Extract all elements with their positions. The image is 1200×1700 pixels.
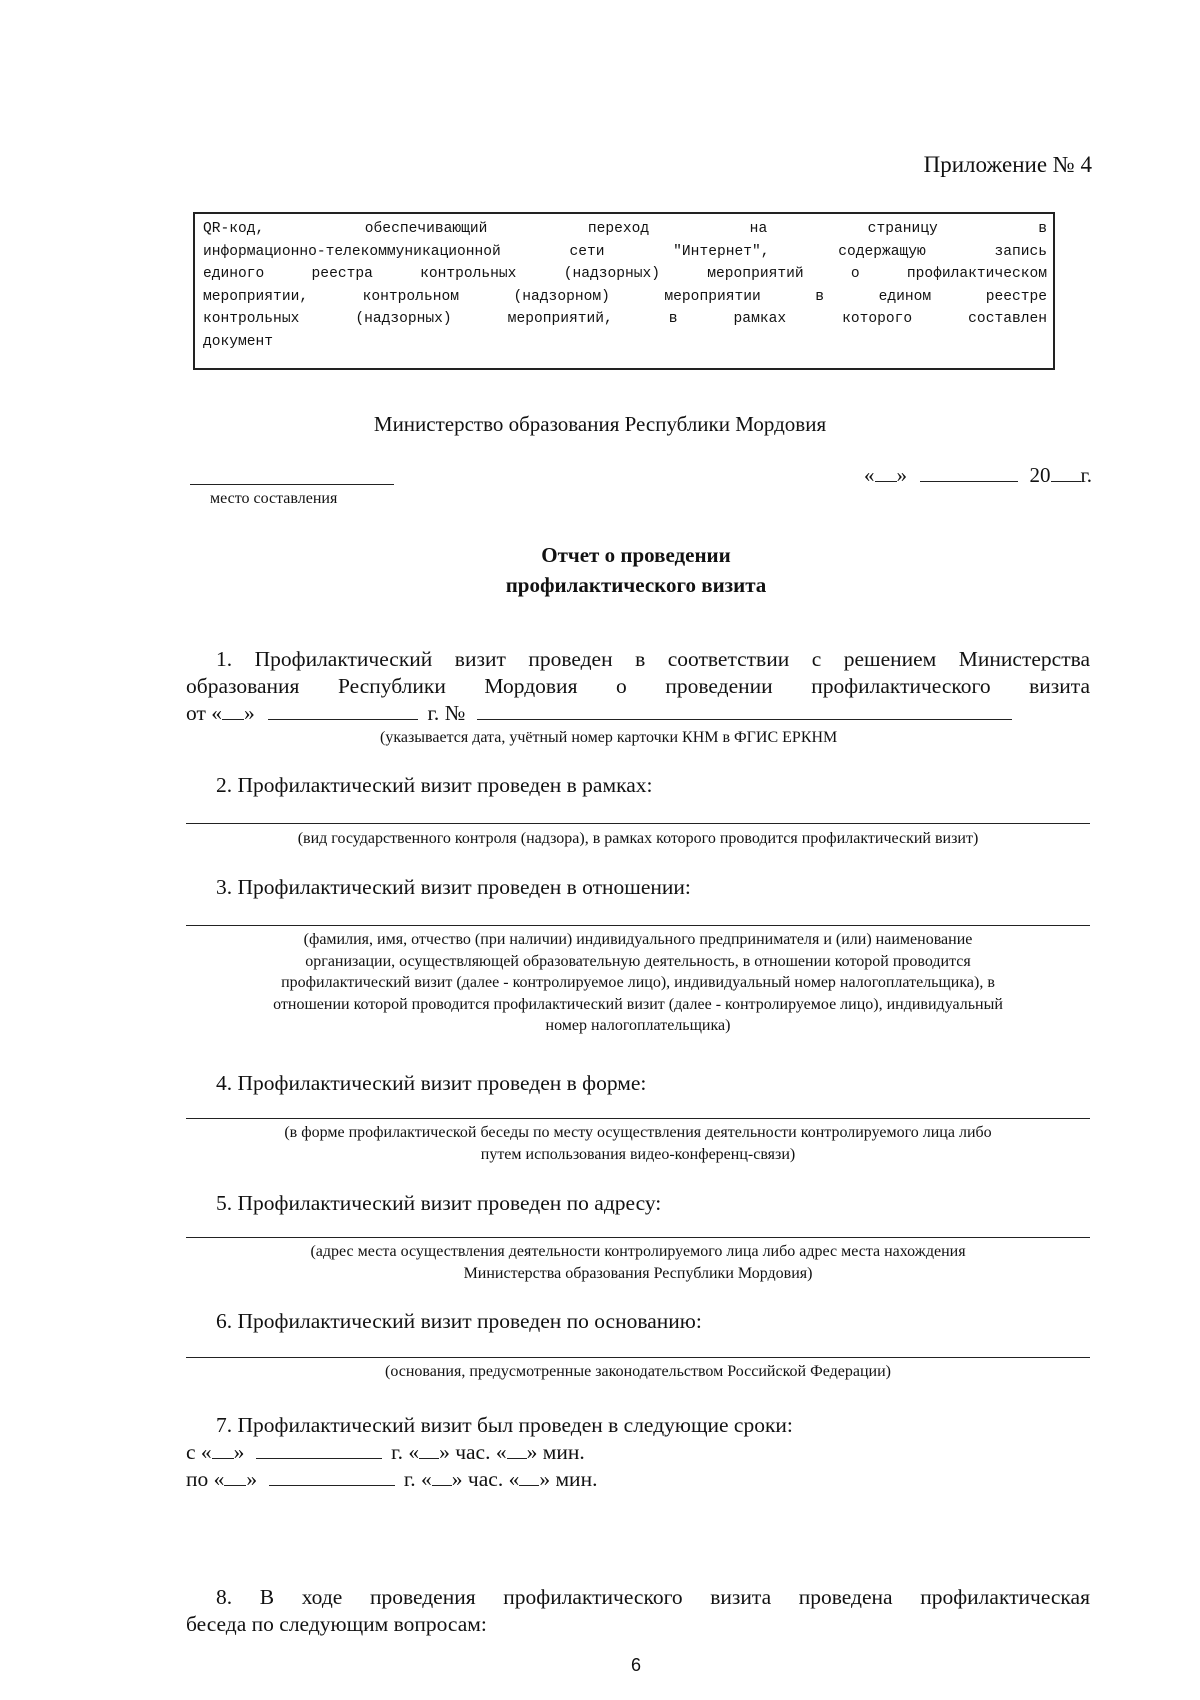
from-day-field[interactable] <box>212 1440 234 1459</box>
to-date-field[interactable] <box>269 1467 395 1486</box>
item-2-label: 2. Профилактический визит проведен в рамках: <box>216 773 653 797</box>
from-g: г. « <box>391 1440 420 1464</box>
item-4-hint <box>186 1122 1090 1165</box>
qr-code-placeholder-box <box>193 212 1055 370</box>
hint-line: путем использования видео-конференц-связи) <box>480 1145 796 1163</box>
item-1-q-close: » <box>244 701 255 725</box>
decision-date-field[interactable] <box>268 701 418 720</box>
item-6-input-line[interactable] <box>186 1357 1090 1358</box>
hint-line: (в форме профилактической беседы по месту осуществления деятельности контролируемого лица либо <box>284 1124 992 1141</box>
hint-line: организации, осуществляющей образовательную деятельность, в отношении которой проводится <box>305 952 971 970</box>
qr-box-line: мероприятии, контрольном (надзорном) мероприятии в едином реестре <box>203 288 1047 305</box>
place-input-line[interactable] <box>190 484 394 485</box>
to-q-close: » <box>246 1467 258 1491</box>
to-hours-label: » час. « <box>451 1467 520 1491</box>
place-label: место составления <box>210 490 338 507</box>
qr-box-line: QR-код, обеспечивающий переход на страницу в <box>203 221 1047 237</box>
item-5-hint <box>186 1241 1090 1284</box>
item-8 <box>186 1584 1090 1638</box>
qr-box-line: документ <box>203 333 274 350</box>
decision-day-field[interactable] <box>222 701 244 720</box>
from-minutes-label: » мин. <box>526 1440 585 1464</box>
item-7-label: 7. Профилактический визит был проведен в следующие сроки: <box>216 1413 793 1437</box>
hint-line: Министерства образования Республики Мордовия) <box>463 1264 813 1282</box>
item-1 <box>186 646 1090 727</box>
to-minutes-label: » мин. <box>539 1467 598 1491</box>
hint-line: (адрес места осуществления деятельности контролируемого лица либо адрес места нахождения <box>310 1243 966 1260</box>
date-day-field[interactable] <box>875 463 897 482</box>
document-title <box>0 540 1200 600</box>
from-hours-label: » час. « <box>439 1440 507 1464</box>
item-4-input-line[interactable] <box>186 1118 1090 1119</box>
hint-line: (фамилия, имя, отчество (при наличии) индивидуального предпринимателя и (или) наименование <box>303 931 973 948</box>
title-line: Отчет о проведении <box>541 543 731 567</box>
to-minute-field[interactable] <box>519 1467 539 1486</box>
item-6-label: 6. Профилактический визит проведен по основанию: <box>216 1309 702 1333</box>
from-date-field[interactable] <box>256 1440 382 1459</box>
item-7-from-line <box>186 1439 1090 1466</box>
item-1-hint: (указывается дата, учётный номер карточки КНМ в ФГИС ЕРКНМ <box>380 729 838 746</box>
to-g: г. « <box>403 1467 432 1491</box>
date-month-field[interactable] <box>920 463 1018 482</box>
ministry-name: Министерство образования Республики Мордовия <box>373 412 827 436</box>
item-3-input-line[interactable] <box>186 925 1090 926</box>
page-number: 6 <box>630 1655 641 1675</box>
item-2-input-line[interactable] <box>186 823 1090 824</box>
item-1-ot: от « <box>186 701 222 725</box>
from-q-close: » <box>233 1440 245 1464</box>
item-5-label: 5. Профилактический визит проведен по адресу: <box>216 1191 662 1215</box>
item-4-label: 4. Профилактический визит проведен в форме: <box>216 1071 647 1095</box>
item-2-hint: (вид государственного контроля (надзора), в рамках которого проводится профилактический визит) <box>297 830 979 847</box>
hint-line: отношении которой проводится профилактический визит (далее - контролируемое лицо), индивидуальный <box>273 995 1003 1013</box>
item-8-line: беседа по следующим вопросам: <box>186 1612 487 1636</box>
to-hour-field[interactable] <box>432 1467 452 1486</box>
date-year-suffix: г. <box>1080 463 1092 487</box>
item-1-g-no: г. № <box>427 701 466 725</box>
item-1-line: 1. Профилактический визит проведен в соответствии с решением Министерства <box>216 647 1090 671</box>
item-3-hint <box>186 929 1090 1037</box>
from-hour-field[interactable] <box>419 1440 439 1459</box>
qr-box-line: контрольных (надзорных) мероприятий, в рамках которого составлен <box>203 311 1047 327</box>
item-1-line: образования Республики Мордовия о проведении профилактического визита <box>186 674 1090 698</box>
item-6-hint: (основания, предусмотренные законодательством Российской Федерации) <box>385 1363 891 1380</box>
from-minute-field[interactable] <box>507 1440 527 1459</box>
date-year-prefix: 20 <box>1029 463 1051 487</box>
item-1-decision-line <box>186 700 1090 727</box>
decision-number-field[interactable] <box>477 701 1012 720</box>
hint-line: профилактический визит (далее - контролируемое лицо), индивидуальный номер налогоплательщика), в <box>281 974 995 991</box>
item-3-label: 3. Профилактический визит проведен в отношении: <box>216 875 691 899</box>
to-prefix: по « <box>186 1467 225 1491</box>
qr-box-line: информационно-телекоммуникационной сети "Интернет", содержащую запись <box>203 243 1047 260</box>
date-close-quote: » <box>896 463 907 487</box>
date-open-quote: « <box>864 463 875 487</box>
date-year-field[interactable] <box>1051 463 1081 482</box>
item-7-to-line <box>186 1466 1090 1493</box>
title-line: профилактического визита <box>505 573 767 597</box>
item-7 <box>186 1412 1090 1493</box>
document-date <box>864 463 1092 488</box>
item-5-input-line[interactable] <box>186 1237 1090 1238</box>
item-8-line: 8. В ходе проведения профилактического визита проведена профилактическая <box>216 1585 1090 1609</box>
appendix-label: Приложение № 4 <box>923 152 1092 177</box>
hint-line: номер налогоплательщика) <box>545 1017 731 1034</box>
to-day-field[interactable] <box>224 1467 246 1486</box>
qr-box-line: единого реестра контрольных (надзорных) мероприятий о профилактическом <box>203 266 1047 282</box>
from-prefix: с « <box>186 1440 212 1464</box>
